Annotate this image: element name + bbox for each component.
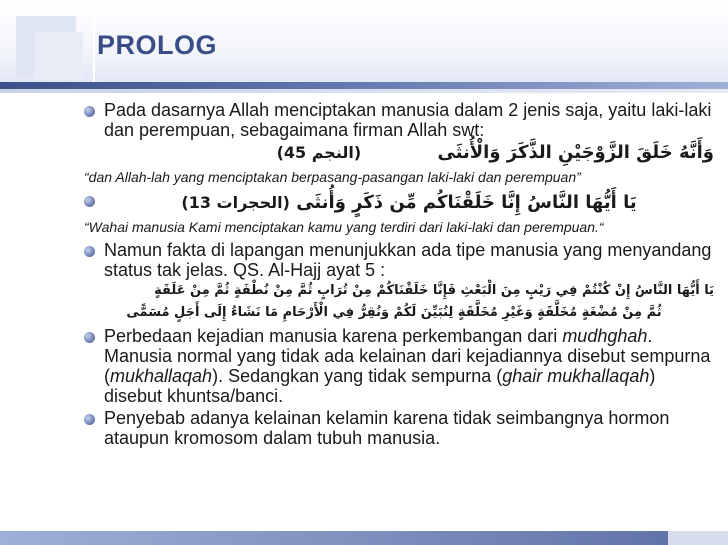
verse-citation: (الحجرات 13) — [181, 193, 290, 212]
bullet-icon — [84, 106, 95, 117]
slide-content — [84, 100, 714, 448]
arabic-verse-text: وَأَنَّهُ خَلَقَ الزَّوْجَيْنِ الذَّكَرَ وَالْأُنثَى — [437, 142, 714, 163]
bullet-icon — [84, 246, 95, 257]
verse-translation: “dan Allah-lah yang menciptakan berpasang-pasangan laki-laki dan perempuan” — [84, 169, 581, 185]
decorative-vertical-line — [93, 0, 95, 92]
arabic-verse-line: ثُمَّ مِنْ مُضْغَةٍ مُخَلَّقَةٍ وَغَيْرِ مُخَلَّقَةٍ لِنُبَيِّنَ لَكُمْ وَنُقِرُّ فِي الْأَرْحَامِ مَا نَشَاءُ إِلَى أَجَلٍ مُسَمًّى — [126, 305, 662, 320]
arabic-verse-text: يَا أَيُّهَا النَّاسُ إِنَّا خَلَقْنَاكُم مِّن ذَكَرٍ وَأُنثَى — [296, 192, 637, 213]
italic-term: mukhallaqah — [110, 366, 213, 386]
bullet-item — [84, 240, 714, 280]
text-run: ). Sedangkan yang tidak sempurna ( — [212, 366, 503, 386]
bullet-icon — [84, 196, 95, 207]
bullet-item — [84, 190, 714, 216]
decorative-square — [35, 32, 83, 80]
bullet-icon — [84, 332, 95, 343]
italic-term: ghair mukhallaqah — [502, 366, 650, 386]
title-underline-light — [0, 89, 728, 93]
bullet-icon — [84, 414, 95, 425]
italic-term: mudhghah — [562, 326, 648, 346]
text-run: . Manusia normal yang tidak ada kelainan dari kejadiannya disebut sempurna ( — [104, 326, 711, 386]
slide-title: PROLOG — [97, 30, 218, 60]
text-run: Perbedaan kejadian manusia karena perkembangan dari — [104, 326, 563, 346]
footer-stripe — [0, 531, 728, 545]
bullet-text: Namun fakta di lapangan menunjukkan ada tipe manusia yang menyandang status tak jelas. QS. Al-Hajj ayat 5 : — [104, 240, 712, 280]
verse-translation: “Wahai manusia Kami menciptakan kamu yang terdiri dari laki-laki dan perempuan.“ — [84, 219, 604, 235]
arabic-verse — [84, 140, 714, 166]
bullet-item — [84, 326, 714, 406]
bullet-item — [84, 408, 714, 448]
verse-citation: (النجم 45) — [276, 143, 362, 162]
footer-accent — [668, 531, 728, 545]
arabic-verse-block — [74, 280, 714, 324]
bullet-text: Pada dasarnya Allah menciptakan manusia dalam 2 jenis saja, yaitu laki-laki dan perempuan, sebagaimana firman Allah swt: — [104, 100, 712, 140]
bullet-item — [84, 100, 714, 140]
arabic-verse — [104, 190, 714, 216]
title-underline — [0, 82, 728, 89]
bullet-text — [104, 326, 714, 406]
text-run: ) disebut khuntsa/banci. — [104, 366, 656, 406]
bullet-text: Penyebab adanya kelainan kelamin karena tidak seimbangnya hormon ataupun kromosom dalam tubuh manusia. — [104, 408, 670, 448]
arabic-verse-line: يَا أَيُّهَا النَّاسُ إِنْ كُنْتُمْ فِي رَيْبٍ مِنَ الْبَعْثِ فَإِنَّا خَلَقْنَاكُمْ مِنْ تُرَابٍ ثُمَّ مِنْ نُطْفَةٍ ثُمَّ مِنْ عَلَقَةٍ — [154, 283, 714, 298]
